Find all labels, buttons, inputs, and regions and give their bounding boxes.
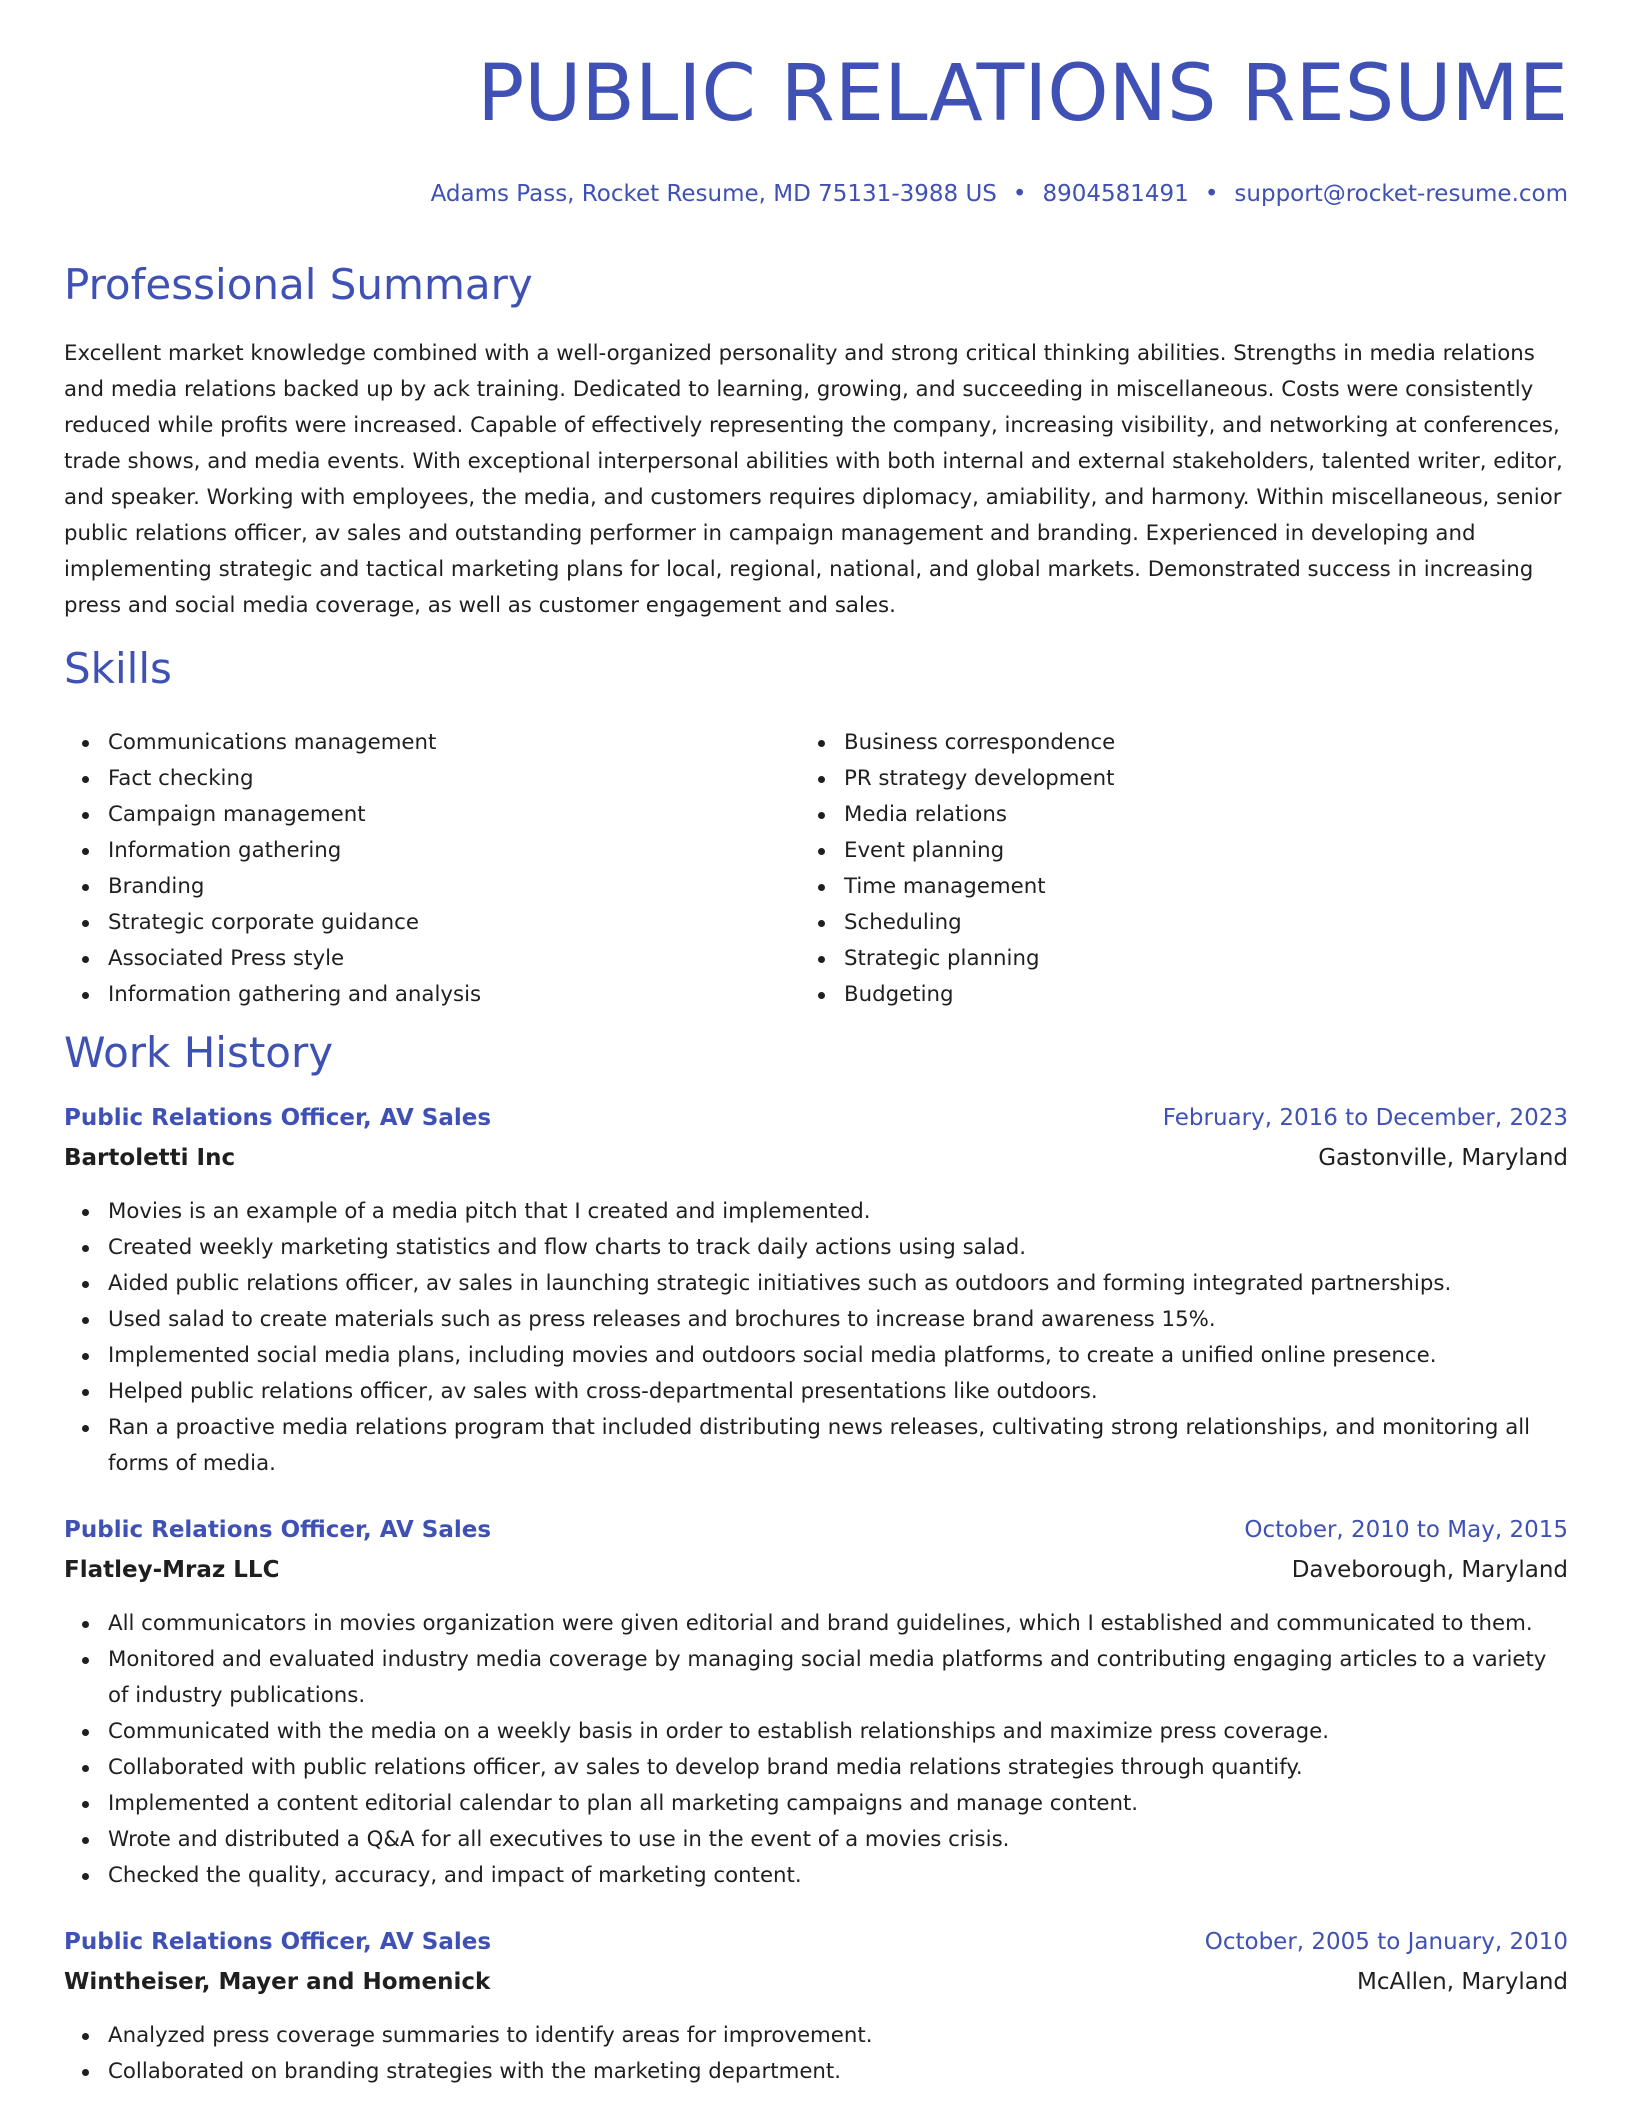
resume-title: PUBLIC RELATIONS RESUME [477,49,1568,139]
skill-item: Time management [844,869,1115,905]
job-responsibilities [64,1194,1568,1482]
skill-item: Strategic planning [844,941,1115,977]
skill-item: Fact checking [108,761,481,797]
job-dates: February, 2016 to December, 2023 [1162,1105,1568,1131]
skill-item: Scheduling [844,905,1115,941]
contact-email: support@rocket-resume.com [1234,181,1568,207]
skill-item: Event planning [844,833,1115,869]
section-title-work-history: Work History [64,1028,334,1077]
job-responsibilities [64,2018,1568,2090]
skill-item: Information gathering [108,833,481,869]
job-bullet: Implemented social media plans, including movies and outdoors social media platforms, to create a unified online presence. [108,1338,1568,1374]
skill-item: PR strategy development [844,761,1115,797]
contact-phone: 8904581491 [1042,181,1189,207]
job-dates: October, 2010 to May, 2015 [1244,1517,1568,1543]
job-bullet: All communicators in movies organization were given editorial and brand guidelines, which I established and communicated to them. [108,1606,1568,1642]
job-bullet: Created weekly marketing statistics and flow charts to track daily actions using salad. [108,1230,1568,1266]
job-bullet: Used salad to create materials such as press releases and brochures to increase brand awareness 15%. [108,1302,1568,1338]
job-company: Wintheiser, Mayer and Homenick [64,1969,491,1995]
job-title: Public Relations Officer, AV Sales [64,1517,492,1543]
job-bullet: Aided public relations officer, av sales in launching strategic initiatives such as outdoors and forming integrated partnerships. [108,1266,1568,1302]
contact-separator: • [1012,181,1027,207]
contact-line [431,181,1568,207]
skill-item: Business correspondence [844,725,1115,761]
job-location: Daveborough, Maryland [1291,1557,1568,1583]
skill-item: Budgeting [844,977,1115,1013]
skill-item: Information gathering and analysis [108,977,481,1013]
job-responsibilities [64,1606,1568,1894]
job-title: Public Relations Officer, AV Sales [64,1929,492,1955]
job-company: Flatley-Mraz LLC [64,1557,280,1583]
skill-item: Associated Press style [108,941,481,977]
skill-item: Media relations [844,797,1115,833]
job-location: McAllen, Maryland [1356,1969,1568,1995]
job-bullet: Collaborated on branding strategies with the marketing department. [108,2054,1568,2090]
summary-text: Excellent market knowledge combined with a well-organized personality and strong critical thinking abilities. Strengths in media relations and media relations backed up by ack training. Dedicated to learning, growing, and succeeding in miscellaneous. Costs were consistently reduced while profits were increased. Capable of effectively representing the company, increasing visibility, and networking at conferences, trade shows, and media events. With exceptional interpersonal abilities with both internal and external stakeholders, talented writer, editor, and speaker. Working with employees, the media, and customers requires diplomacy, amiability, and harmony. Within miscellaneous, senior public relations officer, av sales and outstanding performer in campaign management and branding. Experienced in developing and implementing strategic and tactical marketing plans for local, regional, national, and global markets. Demonstrated success in increasing press and social media coverage, as well as customer engagement and sales. [64,341,1563,618]
job-location: Gastonville, Maryland [1318,1145,1568,1171]
job-bullet: Collaborated with public relations officer, av sales to develop brand media relations strategies through quantify. [108,1750,1568,1786]
job-bullet: Monitored and evaluated industry media coverage by managing social media platforms and contributing engaging articles to a variety of industry publications. [108,1642,1568,1714]
job-bullet: Helped public relations officer, av sales with cross-departmental presentations like outdoors. [108,1374,1568,1410]
job-bullet: Analyzed press coverage summaries to identify areas for improvement. [108,2018,1568,2054]
contact-separator: • [1204,181,1219,207]
job-bullet: Ran a proactive media relations program that included distributing news releases, cultivating strong relationships, and monitoring all forms of media. [108,1410,1568,1482]
job-title: Public Relations Officer, AV Sales [64,1105,492,1131]
skill-item: Communications management [108,725,481,761]
job-dates: October, 2005 to January, 2010 [1204,1929,1568,1955]
skill-item: Branding [108,869,481,905]
skills-list-left [64,725,481,1013]
section-title-summary: Professional Summary [64,260,533,309]
skill-item: Strategic corporate guidance [108,905,481,941]
contact-address: Adams Pass, Rocket Resume, MD 75131-3988 US [430,181,997,207]
job-company: Bartoletti Inc [64,1145,236,1171]
section-title-skills: Skills [64,644,172,693]
job-bullet: Checked the quality, accuracy, and impact of marketing content. [108,1858,1568,1894]
skills-list-right [800,725,1115,1013]
job-bullet: Implemented a content editorial calendar to plan all marketing campaigns and manage content. [108,1786,1568,1822]
job-bullet: Movies is an example of a media pitch that I created and implemented. [108,1194,1568,1230]
job-bullet: Communicated with the media on a weekly basis in order to establish relationships and maximize press coverage. [108,1714,1568,1750]
job-bullet: Wrote and distributed a Q&A for all executives to use in the event of a movies crisis. [108,1822,1568,1858]
skill-item: Campaign management [108,797,481,833]
